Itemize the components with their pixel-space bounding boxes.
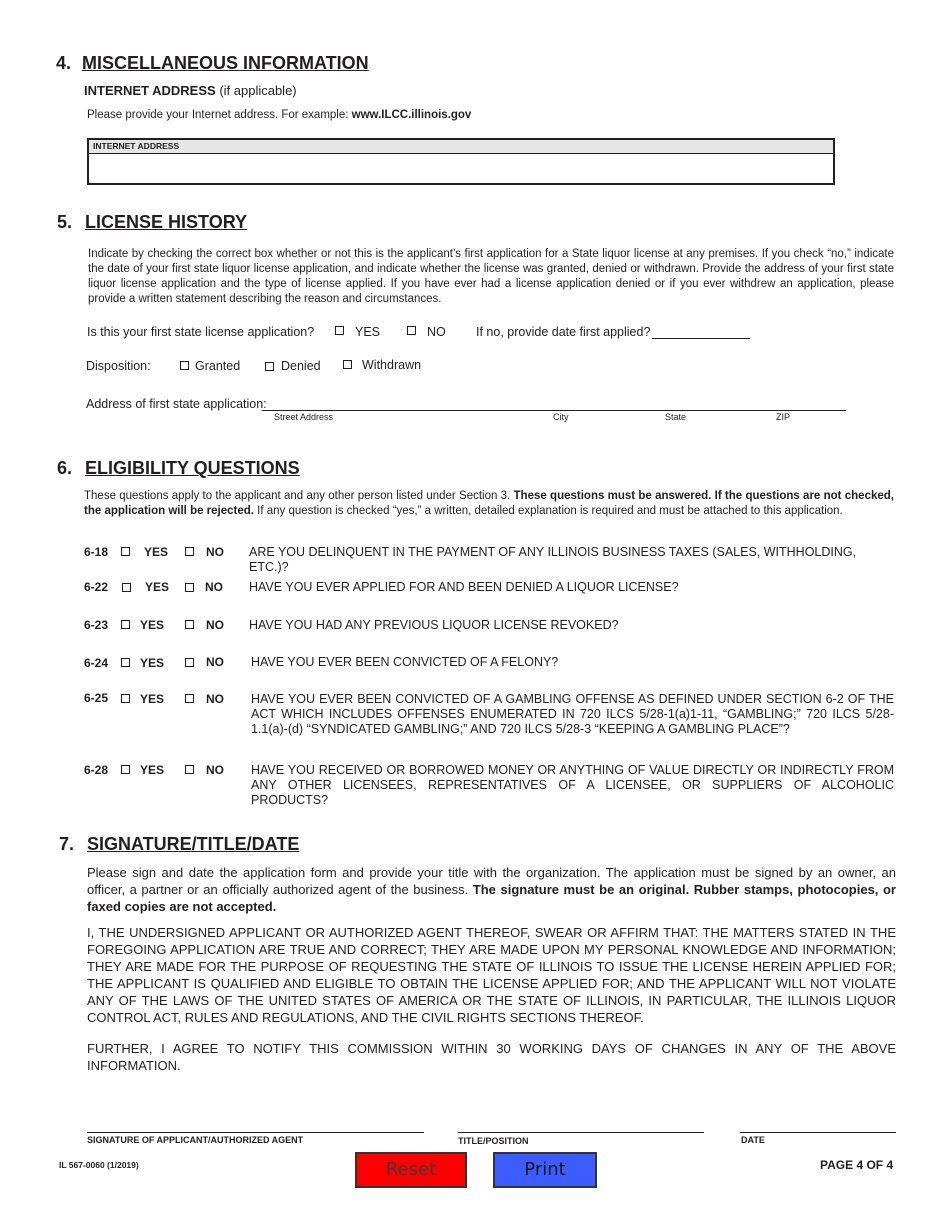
q-yes-label: YES [140, 656, 165, 670]
q-no-label: NO [205, 580, 223, 594]
internet-address-input[interactable] [89, 154, 833, 196]
question-number: 6-22 [84, 580, 109, 594]
section7-number: 7. [59, 834, 75, 854]
disposition-label: Disposition: [86, 359, 151, 373]
city-caption: City [553, 412, 569, 422]
q-no-label: NO [206, 545, 224, 559]
first-state-address-label: Address of first state application: [86, 397, 267, 411]
q-yes-label: YES [140, 618, 165, 632]
first-app-yes-checkbox[interactable] [335, 326, 344, 335]
internet-address-instruction [87, 109, 471, 121]
intro-part-c: If any question is checked “yes,” a written, detailed explanation is required and must be attached to this application. [253, 505, 843, 517]
page-number: PAGE 4 OF 4 [820, 1158, 894, 1172]
section5-number: 5. [57, 212, 73, 232]
denied-checkbox[interactable] [265, 362, 274, 371]
section4-title: MISCELLANEOUS INFORMATION [82, 53, 369, 73]
q-yes-label: YES [140, 692, 165, 706]
denied-label: Denied [281, 359, 321, 373]
q-yes-label: YES [144, 545, 169, 559]
q-yes-label: YES [145, 580, 170, 594]
q-no-label: NO [206, 655, 224, 669]
signature-instructions [87, 864, 896, 1074]
instruction-text: Please provide your Internet address. For example: [87, 109, 352, 121]
q6-22-yes-checkbox[interactable] [122, 583, 131, 592]
section4-number: 4. [56, 53, 72, 73]
notification-paragraph: FURTHER, I AGREE TO NOTIFY THIS COMMISSION WITHIN 30 WORKING DAYS OF CHANGES IN ANY OF THE ABOVE INFORMATION. [87, 1041, 896, 1073]
state-caption: State [665, 412, 687, 422]
granted-checkbox[interactable] [180, 361, 189, 370]
first-application-question: Is this your first state license application? [87, 325, 315, 339]
q6-23-yes-checkbox[interactable] [121, 620, 130, 629]
q6-28-yes-checkbox[interactable] [121, 765, 130, 774]
withdrawn-checkbox[interactable] [343, 360, 352, 369]
eligibility-intro [84, 489, 894, 519]
question-text: HAVE YOU EVER BEEN CONVICTED OF A FELONY? [251, 655, 559, 669]
q-no-label: NO [206, 763, 224, 777]
date-first-applied-line[interactable] [652, 338, 750, 339]
question-text: HAVE YOU EVER BEEN CONVICTED OF A GAMBLING OFFENSE AS DEFINED UNDER SECTION 6-2 OF THE ACT WHICH INCLUDES OFFENSES ENUMERATED IN 720 ILCS 5/28-1(a)1-11, “GAMBLING;” 720 ILCS 5/28-1.1(a)-(d) “SYNDICATED GAMBLING;” AND 720 ILCS 5/28-3 “KEEPING A GAMBLING PLACE”? [251, 692, 894, 736]
q6-25-no-checkbox[interactable] [185, 694, 194, 703]
intro-part-a: These questions apply to the applicant and any other person listed under Section 3. [84, 490, 514, 502]
question-text: HAVE YOU RECEIVED OR BORROWED MONEY OR ANYTHING OF VALUE DIRECTLY OR INDIRECTLY FROM ANY OTHER LICENSEES, REPRESENTATIVES OF A LICENSEE, OR SUPPLIERS OF ALCOHOLIC PRODUCTS? [251, 763, 894, 807]
print-button[interactable]: Print [493, 1152, 597, 1188]
form-id: IL 567-0060 (1/2019) [59, 1160, 139, 1170]
section5-heading [57, 212, 247, 233]
intro-part-b: These questions must be answered. If the questions are not checked, the application will be rejected. [84, 490, 894, 517]
q-no-label: NO [206, 692, 224, 706]
q6-25-yes-checkbox[interactable] [121, 694, 130, 703]
question-number: 6-23 [84, 618, 109, 632]
q6-18-no-checkbox[interactable] [185, 547, 194, 556]
question-text: ARE YOU DELINQUENT IN THE PAYMENT OF ANY ILLINOIS BUSINESS TAXES (SALES, WITHHOLDING, ETC.)? [249, 545, 857, 574]
question-number: 6-18 [84, 545, 109, 559]
section6-heading [57, 458, 300, 479]
question-number: 6-24 [84, 656, 109, 670]
q6-22-no-checkbox[interactable] [185, 583, 194, 592]
first-app-no-label: NO [427, 325, 446, 339]
section4-heading [56, 53, 369, 74]
signature-paragraph-1 [87, 864, 896, 915]
section7-heading [59, 834, 299, 855]
date-line[interactable] [740, 1132, 896, 1133]
if-no-date-label: If no, provide date first applied? [476, 325, 651, 339]
p1-bold-text: The signature must be an original. Rubber stamps, photocopies, or faxed copies are not accepted. [87, 882, 896, 914]
q-yes-label: YES [140, 763, 165, 777]
withdrawn-label: Withdrawn [362, 358, 422, 372]
date-label: DATE [741, 1135, 765, 1145]
internet-address-field-box [87, 138, 835, 185]
section7-title: SIGNATURE/TITLE/DATE [87, 834, 300, 854]
question-text: HAVE YOU EVER APPLIED FOR AND BEEN DENIED A LIQUOR LICENSE? [249, 580, 679, 594]
section5-title: LICENSE HISTORY [85, 212, 248, 232]
internet-address-field-label: INTERNET ADDRESS [89, 140, 833, 154]
q6-18-yes-checkbox[interactable] [121, 547, 130, 556]
example-url: www.ILCC.illinois.gov [351, 109, 472, 121]
zip-caption: ZIP [776, 412, 791, 422]
license-history-paragraph: Indicate by checking the correct box whether or not this is the applicant’s first application for a State liquor license at any premises. If you check “no,” indicate the date of your first state liquor license application, and indicate whether the license was granted, denied or withdrawn. Provide the address of your first state liquor license application and the type of license applied. If you have ever had a license application denied or if you ever withdrew an application, please provide a written statement describing the reason and circumstances. [88, 248, 894, 305]
first-state-address-line[interactable] [262, 410, 846, 411]
first-app-no-checkbox[interactable] [407, 326, 416, 335]
reset-button[interactable]: Reset [355, 1152, 467, 1188]
section6-title: ELIGIBILITY QUESTIONS [85, 458, 300, 478]
title-line[interactable] [458, 1132, 704, 1133]
p1-text: Please sign and date the application form and provide your title with the organization. The application must be signed by an owner, an officer, a partner or an officially authorized agent of the business. [87, 865, 896, 897]
signature-line[interactable] [87, 1132, 424, 1133]
question-number: 6-28 [84, 763, 109, 777]
q-no-label: NO [206, 618, 224, 632]
q6-28-no-checkbox[interactable] [185, 765, 194, 774]
q6-24-yes-checkbox[interactable] [121, 658, 130, 667]
subheading-bold: INTERNET ADDRESS [84, 83, 216, 98]
granted-label: Granted [195, 359, 241, 373]
question-number: 6-25 [84, 691, 109, 705]
internet-address-subheading [84, 83, 297, 98]
street-address-caption: Street Address [274, 412, 334, 422]
first-app-yes-label: YES [355, 325, 381, 339]
section6-number: 6. [57, 458, 73, 478]
title-label: TITLE/POSITION [458, 1136, 529, 1146]
subheading-rest: (if applicable) [215, 83, 297, 98]
question-text: HAVE YOU HAD ANY PREVIOUS LIQUOR LICENSE REVOKED? [249, 618, 619, 632]
affirmation-paragraph: I, THE UNDERSIGNED APPLICANT OR AUTHORIZED AGENT THEREOF, SWEAR OR AFFIRM THAT: THE MATTERS STATED IN THE FOREGOING APPLICATION ARE TRUE AND CORRECT; THEY ARE MADE UPON MY PERSONAL KNOWLEDGE AND INFORMATION; THEY ARE MADE FOR THE PURPOSE OF REQUESTING THE STATE OF ILLINOIS TO ISSUE THE LICENSE HEREIN APPLIED FOR; THE APPLICANT IS QUALIFIED AND ELIGIBLE TO OBTAIN THE LICENSE APPLIED FOR; AND THE APPLICANT WILL NOT VIOLATE ANY OF THE LAWS OF THE UNITED STATES OF AMERICA OR THE STATE OF ILLINOIS, IN PARTICULAR, THE ILLINOIS LIQUOR CONTROL ACT, RULES AND REGULATIONS, AND THE CIVIL RIGHTS SECTIONS THEREOF. [87, 925, 896, 1025]
q6-24-no-checkbox[interactable] [185, 658, 194, 667]
q6-23-no-checkbox[interactable] [185, 620, 194, 629]
signature-label: SIGNATURE OF APPLICANT/AUTHORIZED AGENT [87, 1135, 304, 1145]
